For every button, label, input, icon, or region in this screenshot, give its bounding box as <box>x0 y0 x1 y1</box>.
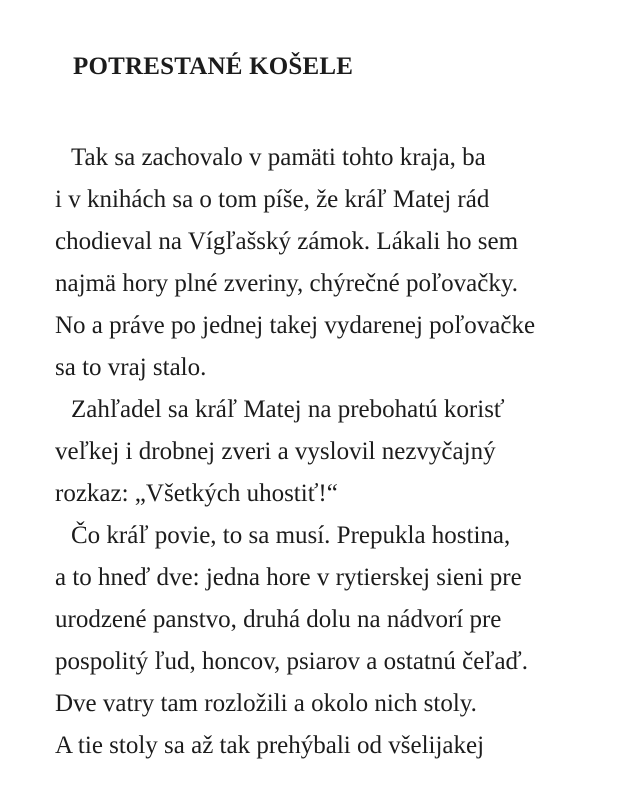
text-line: sa to vraj stalo. <box>55 354 207 381</box>
text-line: rozkaz: „Všetkých uhostiť!“ <box>55 480 338 507</box>
text-line: Dve vatry tam rozložili a okolo nich stoly. <box>55 690 477 717</box>
text-line: veľkej i drobnej zveri a vyslovil nezvyčajný <box>55 438 496 465</box>
text-line: a to hneď dve: jedna hore v rytierskej sieni pre <box>55 564 522 591</box>
chapter-title: POTRESTANÉ KOŠELE <box>73 53 354 80</box>
text-line: chodieval na Vígľašský zámok. Lákali ho sem <box>55 228 519 255</box>
text-line: No a práve po jednej takej vydarenej poľovačke <box>55 312 536 339</box>
text-line: Čo kráľ povie, to sa musí. Prepukla hostina, <box>71 522 511 549</box>
text-line: Tak sa zachovalo v pamäti tohto kraja, ba <box>71 144 486 171</box>
text-line: A tie stoly sa až tak prehýbali od všelijakej <box>55 732 485 759</box>
text-line: pospolitý ľud, honcov, psiarov a ostatnú čeľaď. <box>55 648 528 675</box>
text-line: Zahľadel sa kráľ Matej na prebohatú korisť <box>71 396 505 423</box>
text-line: najmä hory plné zveriny, chýrečné poľovačky. <box>55 270 518 297</box>
text-line: i v knihách sa o tom píše, že kráľ Matej rád <box>55 186 490 213</box>
text-line: urodzené panstvo, druhá dolu na nádvorí pre <box>55 606 502 633</box>
